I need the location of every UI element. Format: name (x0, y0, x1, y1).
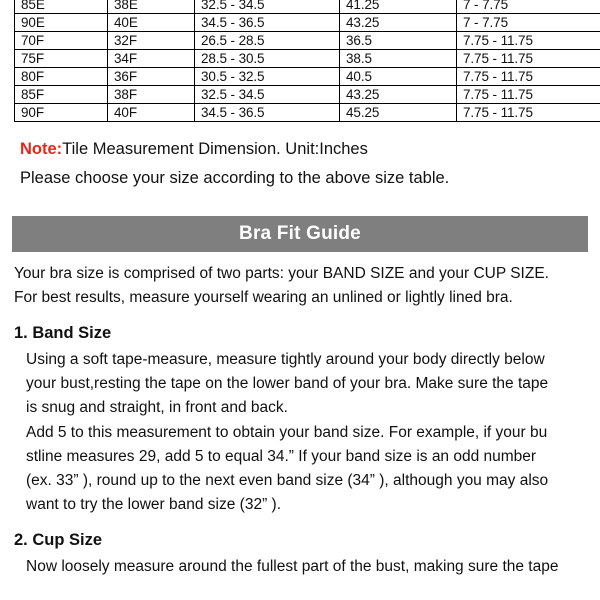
cell-cup-depth: 7.75 - 11.75 (457, 68, 600, 86)
cell-underbust-range: 30.5 - 32.5 (195, 68, 340, 86)
cell-eu-size: 75F (15, 50, 108, 68)
body-line: stline measures 29, add 5 to equal 34.” If your band size is an odd number (26, 448, 537, 465)
bra-fit-guide-content (14, 262, 590, 579)
step-2-heading: 2. Cup Size (14, 531, 103, 549)
size-chart-table-body (15, 0, 600, 122)
cell-us-size: 36F (108, 68, 195, 86)
cell-underbust-range: 34.5 - 36.5 (195, 104, 340, 122)
cell-eu-size: 90F (15, 104, 108, 122)
size-chart-table-container (14, 0, 578, 122)
cell-underbust-range: 34.5 - 36.5 (195, 14, 340, 32)
table-row (15, 68, 600, 86)
size-chart-table (14, 0, 600, 122)
cell-underbust-range: 32.5 - 34.5 (195, 0, 340, 14)
cell-bust: 41.25 (340, 0, 457, 14)
body-line: is snug and straight, in front and back. (26, 399, 288, 416)
table-row (15, 0, 600, 14)
step-1-body (26, 348, 590, 517)
cell-bust: 40.5 (340, 68, 457, 86)
cell-bust: 43.25 (340, 86, 457, 104)
body-line: Add 5 to this measurement to obtain your band size. For example, if your bu (26, 424, 548, 441)
cell-cup-depth: 7 - 7.75 (457, 14, 600, 32)
cell-eu-size: 85F (15, 86, 108, 104)
body-line: want to try the lower band size (32” ). (26, 496, 282, 513)
body-line: (ex. 33” ), round up to the next even band size (34” ), although you may also (26, 472, 549, 489)
table-row (15, 32, 600, 50)
cell-us-size: 38F (108, 86, 195, 104)
bra-fit-guide-section-bar (12, 216, 588, 252)
cell-underbust-range: 28.5 - 30.5 (195, 50, 340, 68)
cell-underbust-range: 26.5 - 28.5 (195, 32, 340, 50)
body-line: your bust,resting the tape on the lower band of your bra. Make sure the tape (26, 375, 549, 392)
cell-us-size: 40E (108, 14, 195, 32)
cell-bust: 43.25 (340, 14, 457, 32)
note-block (20, 138, 580, 189)
cell-bust: 38.5 (340, 50, 457, 68)
cell-eu-size: 80F (15, 68, 108, 86)
table-row (15, 50, 600, 68)
note-primary-line (20, 138, 580, 160)
note-label: Note: (20, 140, 63, 158)
cell-us-size: 38E (108, 0, 195, 14)
step-1-heading: 1. Band Size (14, 324, 112, 342)
intro-line: For best results, measure yourself wearing an unlined or lightly lined bra. (14, 289, 513, 306)
cell-underbust-range: 32.5 - 34.5 (195, 86, 340, 104)
step-2-body (26, 555, 590, 579)
cell-cup-depth: 7.75 - 11.75 (457, 86, 600, 104)
cell-bust: 45.25 (340, 104, 457, 122)
cell-bust: 36.5 (340, 32, 457, 50)
cell-us-size: 40F (108, 104, 195, 122)
cell-cup-depth: 7.75 - 11.75 (457, 104, 600, 122)
cell-eu-size: 85E (15, 0, 108, 14)
cell-cup-depth: 7.75 - 11.75 (457, 50, 600, 68)
table-row (15, 104, 600, 122)
section-bar-title: Bra Fit Guide (239, 223, 361, 244)
cell-us-size: 34F (108, 50, 195, 68)
cell-us-size: 32F (108, 32, 195, 50)
body-line: Now loosely measure around the fullest part of the bust, making sure the tape (26, 558, 559, 575)
body-line: Using a soft tape-measure, measure tightly around your body directly below (26, 351, 545, 368)
table-row (15, 86, 600, 104)
note-text: Tile Measurement Dimension. Unit:Inches (62, 140, 368, 158)
note-secondary-line: Please choose your size according to the above size table. (20, 169, 450, 187)
cell-cup-depth: 7 - 7.75 (457, 0, 600, 14)
intro-line: Your bra size is comprised of two parts: your BAND SIZE and your CUP SIZE. (14, 265, 549, 282)
cell-eu-size: 90E (15, 14, 108, 32)
cell-cup-depth: 7.75 - 11.75 (457, 32, 600, 50)
table-row (15, 14, 600, 32)
cell-eu-size: 70F (15, 32, 108, 50)
